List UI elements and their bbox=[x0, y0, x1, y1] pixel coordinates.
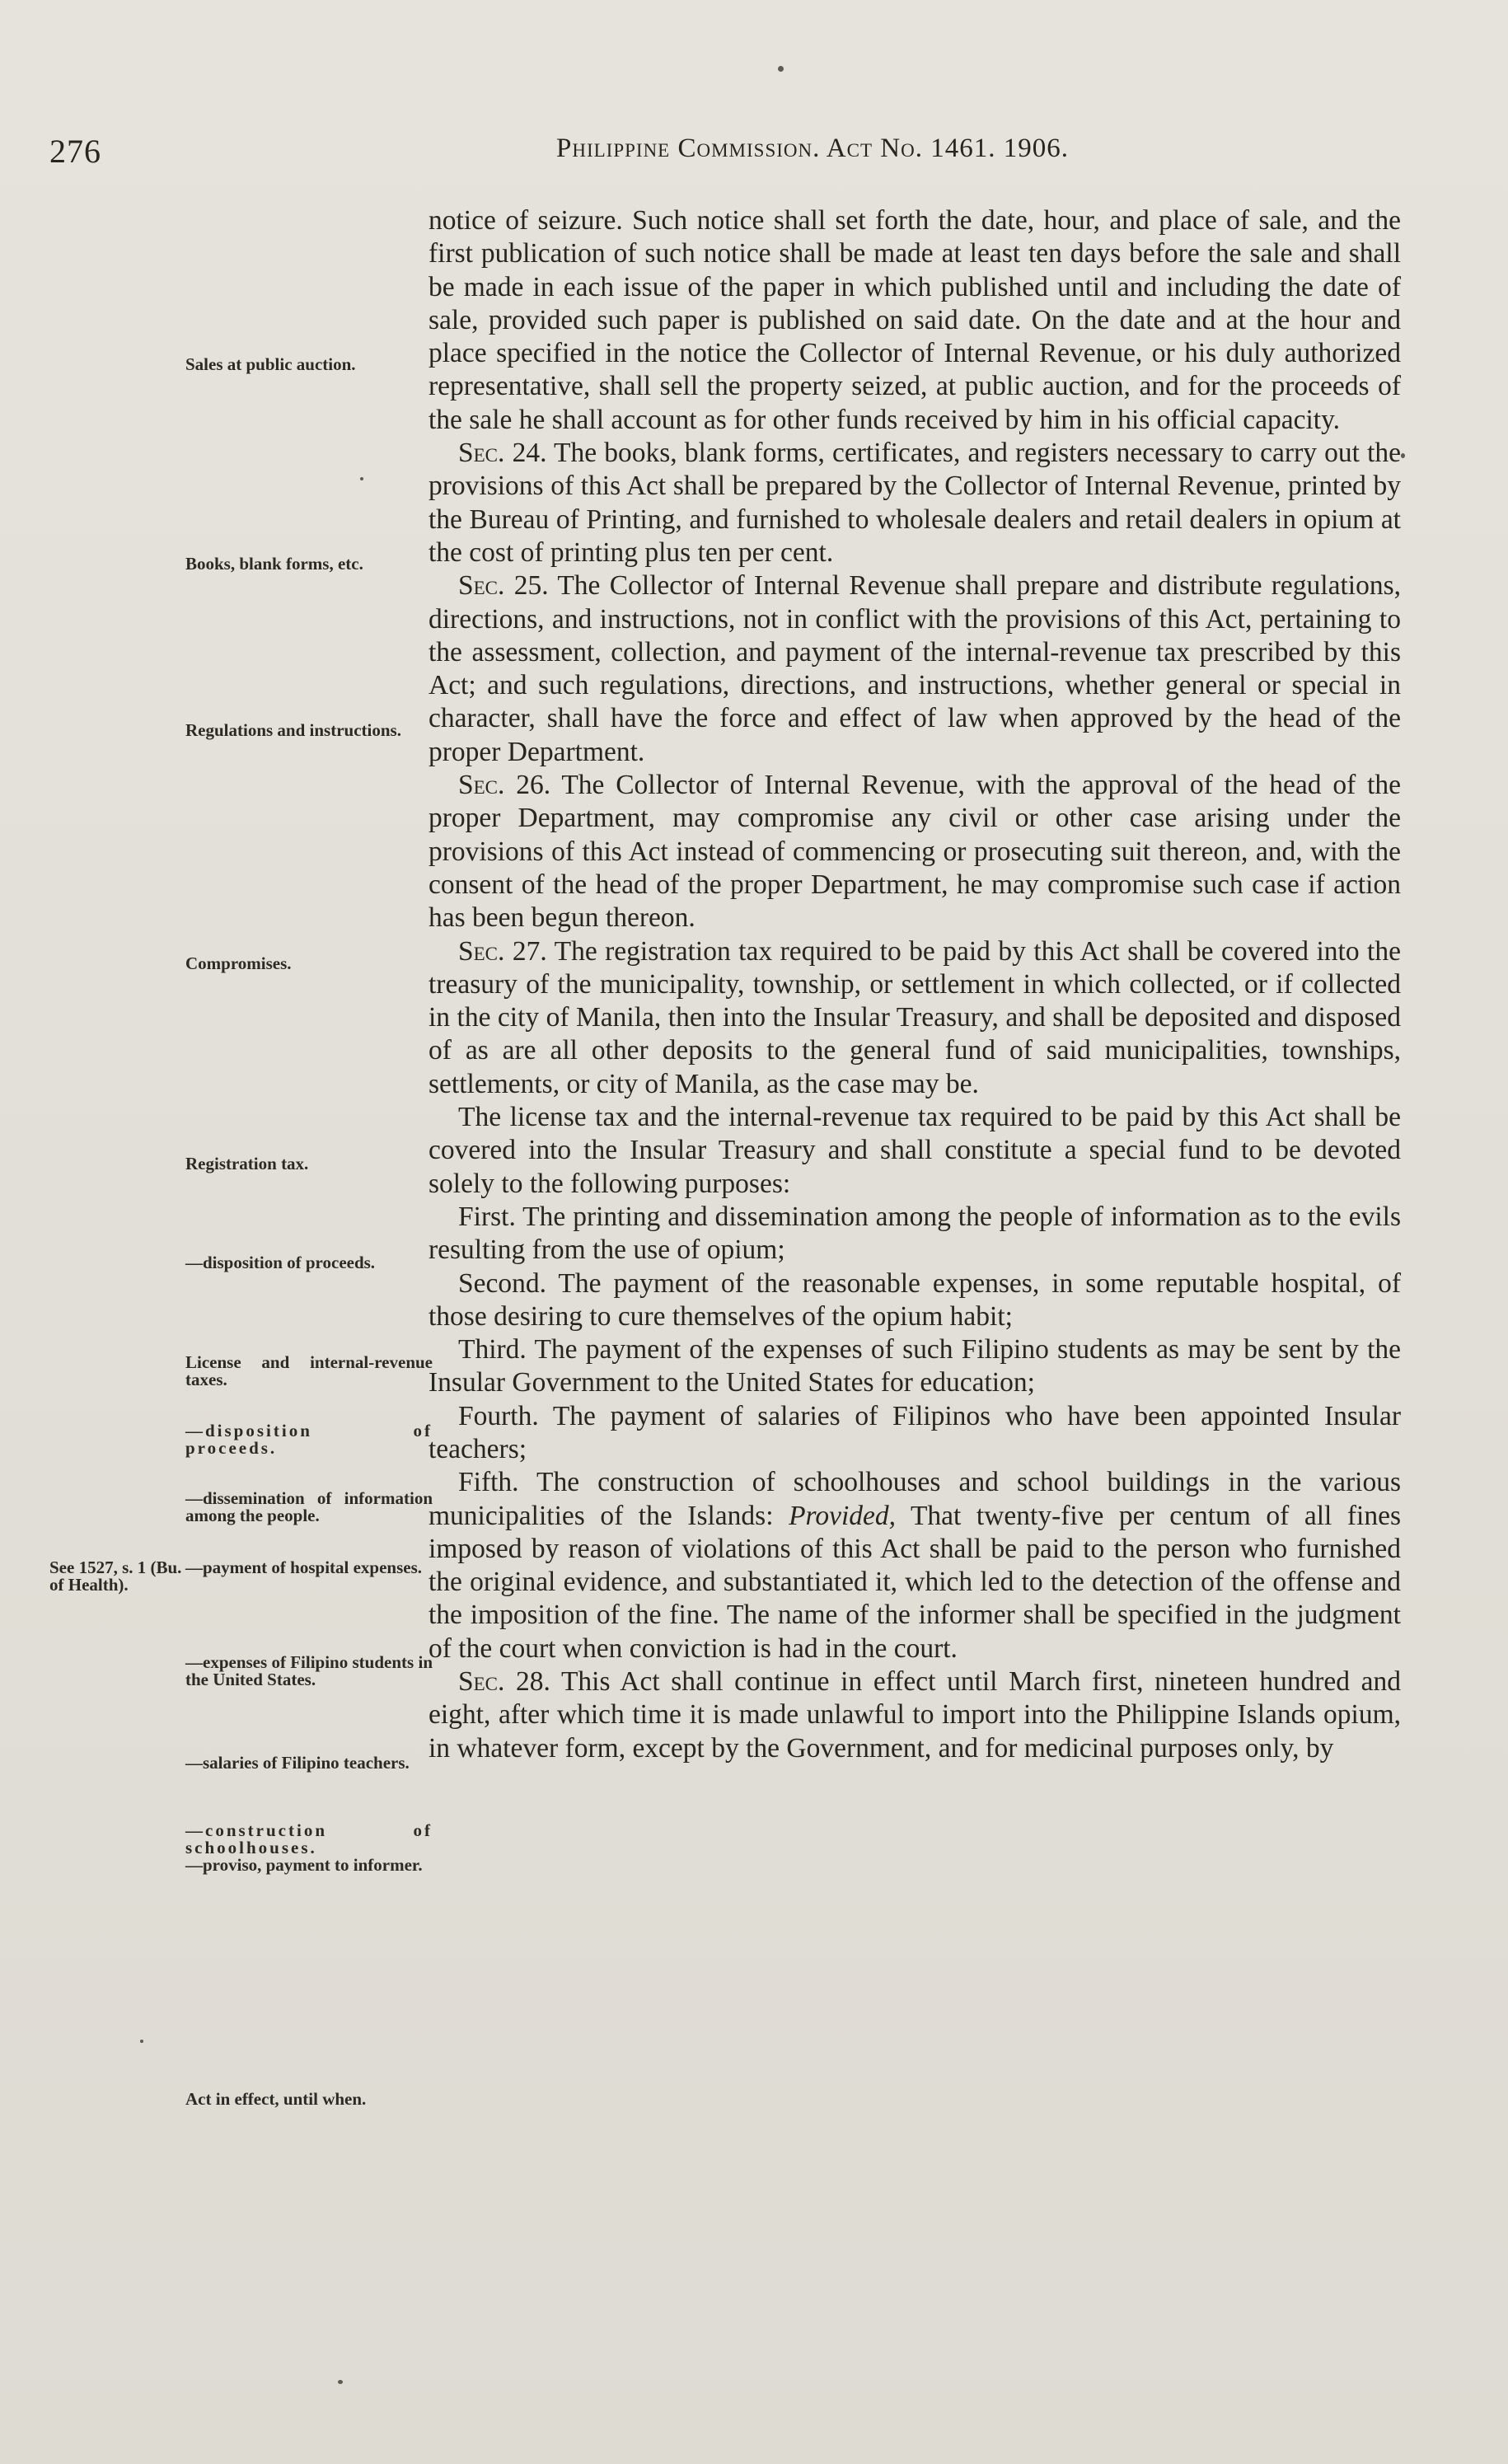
section-label: Sec. bbox=[458, 1666, 505, 1698]
margin-note-hospital-expenses: —payment of hospital expenses. bbox=[185, 1558, 423, 1577]
purpose-fifth bbox=[429, 1466, 1401, 1665]
margin-note-regulations-and-instructions: Regulations and instructions. bbox=[185, 720, 401, 740]
section-text: The Collector of Internal Revenue shall prepare and distribute regulations, directions, and instructions, not in conflict with the provisions of this Act, pertaining to the assessment, collection, and payment of the internal-revenue tax prescribed by this Act; and such regulations, directions, and instructions, whether general or special in character, shall have the force and effect of law when approved by the head of the proper Department. bbox=[429, 570, 1402, 767]
purpose-first: First. The printing and dissemination among the people of information as to the evils resulting from the use of opium; bbox=[429, 1201, 1401, 1266]
section-label: Sec. bbox=[458, 438, 505, 469]
margin-note-compromises: Compromises. bbox=[185, 953, 292, 973]
purpose-third: Third. The payment of the expenses of such Filipino students as may be sent by the Insular Government to the United States for education; bbox=[429, 1334, 1401, 1398]
section-number: 26. bbox=[516, 770, 551, 801]
section-label: Sec. bbox=[458, 570, 505, 602]
section-number: 25. bbox=[513, 570, 549, 602]
section-text: The Collector of Internal Revenue, with the approval of the head of the proper Department, may compromise any civil or other case arising under the provisions of this Act instead of commencing or prosecuting suit thereon, and, with the consent of the head of the proper Department, he may compromise such case if action has been begun thereon. bbox=[429, 770, 1401, 934]
margin-note-books-blank-forms: Books, blank forms, etc. bbox=[185, 554, 363, 574]
section-26 bbox=[429, 769, 1401, 935]
paper-speck bbox=[1401, 453, 1405, 458]
paper-speck bbox=[338, 2380, 343, 2384]
margin-note-license-disposition-of-proceeds: —disposition of proceeds. bbox=[185, 1421, 433, 1458]
paper-speck bbox=[140, 2040, 143, 2043]
margin-note-registration-tax: Registration tax. bbox=[185, 1154, 309, 1173]
section-text: The books, blank forms, certificates, and registers necessary to carry out the provisions of this Act shall be prepared by the Collector of Internal Revenue, printed by the Bureau of Printing, and furnished to wholesale dealers and retail dealers in opium at the cost of printing plus ten per cent. bbox=[429, 438, 1401, 568]
margin-note-proviso-payment-to-informer: —proviso, payment to informer. bbox=[185, 1855, 423, 1875]
page-number: 276 bbox=[49, 133, 101, 170]
body-text bbox=[429, 204, 1401, 1765]
paper-speck bbox=[778, 66, 784, 72]
paragraph-notice-of-seizure: notice of seizure. Such notice shall set forth the date, hour, and place of sale, and the first publication of such notice shall be made at least ten days before the sale and shall be made in each issue of the paper in which published until and including the date of sale, provided such paper is published on said date. On the date and at the hour and place specified in the notice the Collector of Internal Revenue, or his duly authorized representative, shall sell the property seized, at public auction, and for the proceeds of the sale he shall account as for other funds received by him in his official capacity. bbox=[429, 205, 1401, 435]
section-number: 28. bbox=[516, 1666, 550, 1698]
margin-note-act-in-effect: Act in effect, until when. bbox=[185, 2089, 367, 2109]
running-head: Philippine Commission. Act No. 1461. 1906. bbox=[556, 134, 1069, 163]
paragraph-license-tax: The license tax and the internal-revenue tax required to be paid by this Act shall be covered into the Insular Treasury and shall constitute a special fund to be devoted solely to the following purposes: bbox=[429, 1102, 1401, 1199]
purpose-fourth: Fourth. The payment of salaries of Filipinos who have been appointed Insular teachers; bbox=[429, 1400, 1401, 1464]
section-label: Sec. bbox=[458, 935, 505, 967]
section-24 bbox=[429, 437, 1401, 569]
section-number: 27. bbox=[512, 935, 547, 967]
margin-note-filipino-teachers: —salaries of Filipino teachers. bbox=[185, 1753, 410, 1773]
section-27 bbox=[429, 935, 1401, 1101]
provided-word: Provided, bbox=[789, 1500, 897, 1531]
section-label: Sec. bbox=[458, 770, 505, 801]
margin-note-filipino-students: —expenses of Filipino students in the United States. bbox=[185, 1652, 433, 1689]
paper-speck bbox=[360, 477, 363, 480]
section-text: This Act shall continue in effect until March first, nineteen hundred and eight, after which time it is made unlawful to import into the Philippine Islands opium, in whatever form, except by the Government, and for medicinal purposes only, by bbox=[429, 1666, 1401, 1764]
section-number: 24. bbox=[512, 438, 547, 469]
proviso-text: That twenty-five per centum of all fines imposed by reason of violations of this Act shall be paid to the person who furnished the original evidence, and substantiated it, which led to the detection of the offense and the imposition of the fine. The name of the informer shall be specified in the judgment of the court when conviction is had in the court. bbox=[429, 1500, 1401, 1664]
margin-note-sales-at-public-auction: Sales at public auction. bbox=[185, 354, 356, 374]
section-text: The registration tax required to be paid by this Act shall be covered into the treasury of the municipality, township, or settlement in which collected, or if collected in the city of Manila, then into the Insular Treasury, and shall be deposited and disposed of as are all other deposits to the general fund of said municipalities, townships, settlements, or city of Manila, as the case may be. bbox=[429, 935, 1401, 1099]
section-28 bbox=[429, 1665, 1401, 1765]
fifth-text: Fifth. The construction of schoolhouses and school buildings in the various municipalities of the Islands: bbox=[429, 1467, 1401, 1531]
page-header bbox=[49, 132, 1401, 181]
purpose-second: Second. The payment of the reasonable expenses, in some reputable hospital, of those desiring to cure themselves of the opium habit; bbox=[429, 1267, 1401, 1332]
section-25 bbox=[429, 569, 1401, 769]
margin-cross-reference: See 1527, s. 1 (Bu. of Health). bbox=[49, 1558, 182, 1595]
margin-note-registration-disposition-of-proceeds: —disposition of proceeds. bbox=[185, 1253, 376, 1272]
margin-note-license-and-internal-revenue-taxes: License and internal-revenue taxes. bbox=[185, 1352, 433, 1389]
margin-note-dissemination-of-information: —dissemination of information among the people. bbox=[185, 1488, 433, 1525]
margin-note-construction-of-schoolhouses: —construction of schoolhouses. bbox=[185, 1820, 433, 1857]
